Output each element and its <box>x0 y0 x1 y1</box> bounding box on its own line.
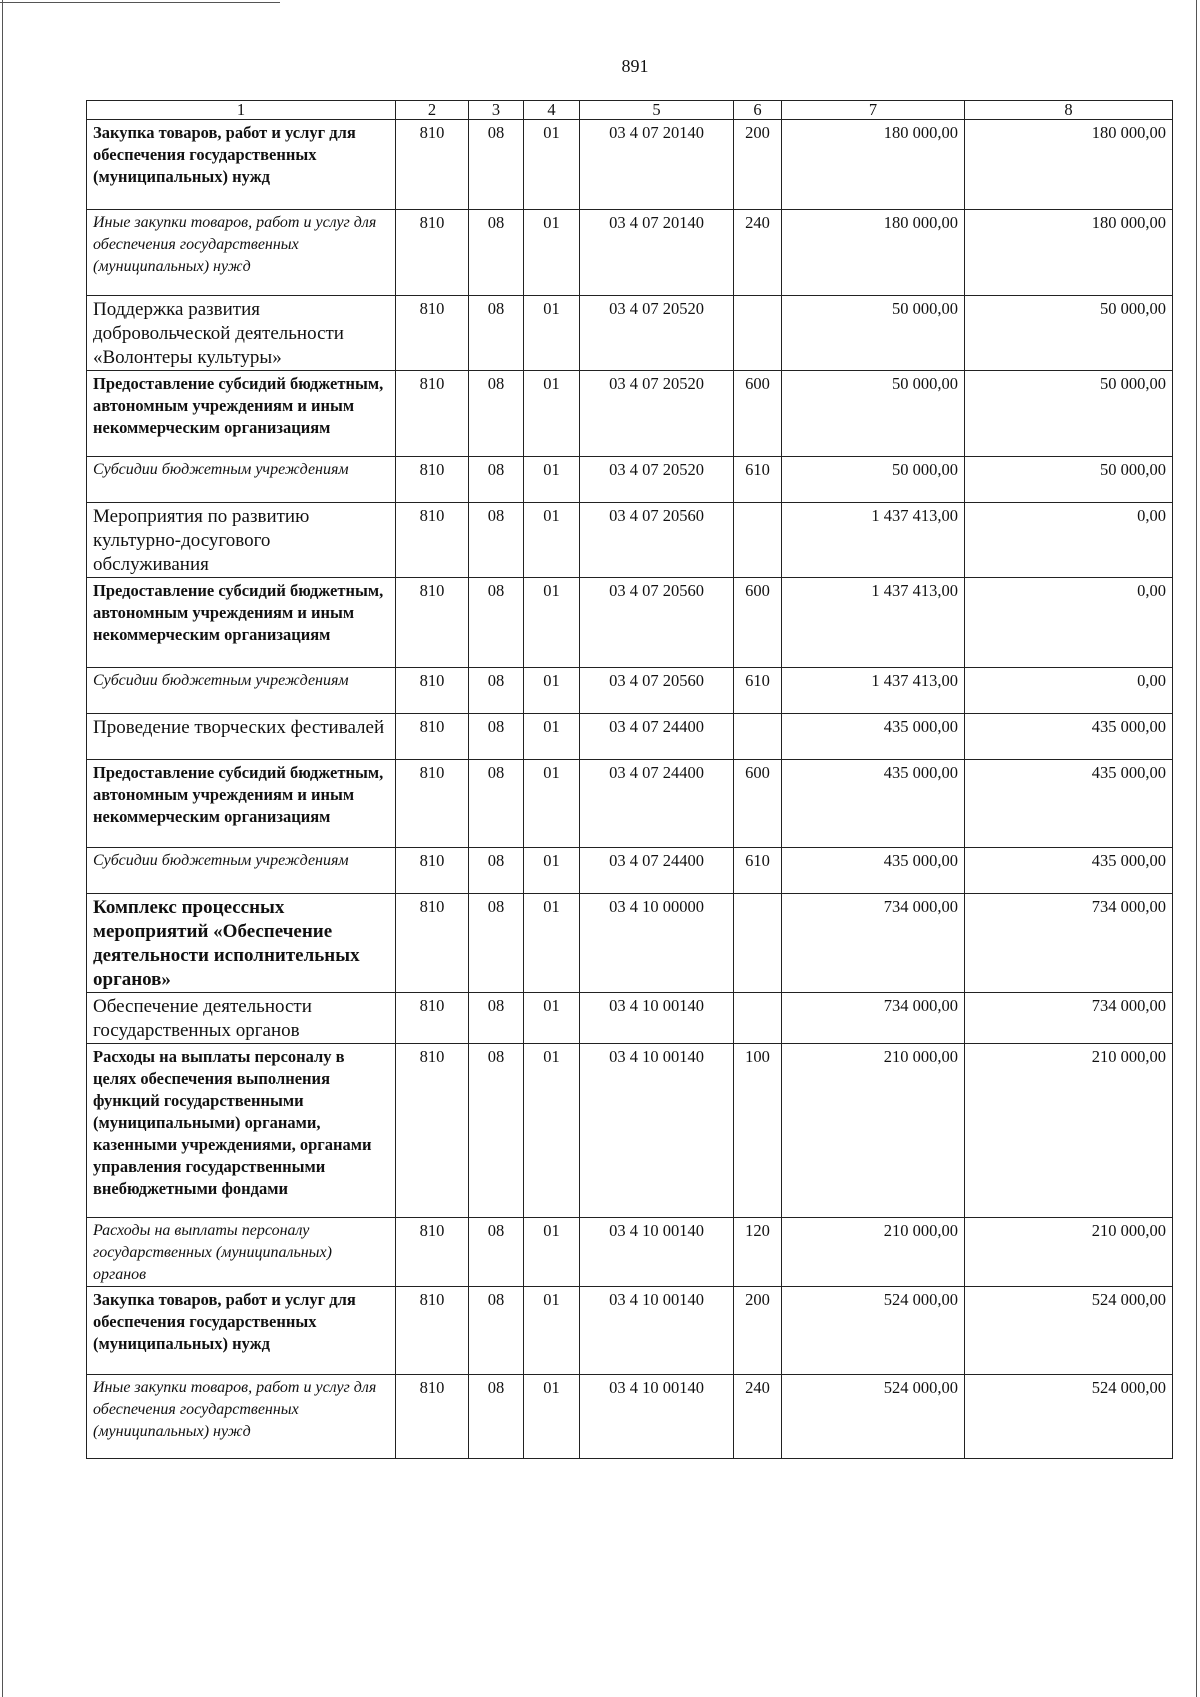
subsection-code: 01 <box>524 1218 580 1287</box>
header-cell: 7 <box>782 101 965 120</box>
ved-code: 810 <box>396 848 469 894</box>
table-row <box>87 1375 1173 1459</box>
amount-year-2: 0,00 <box>965 578 1173 668</box>
section-code: 08 <box>469 714 524 760</box>
expense-type <box>734 296 782 371</box>
table-row <box>87 296 1173 371</box>
target-article: 03 4 07 20520 <box>580 296 734 371</box>
subsection-code: 01 <box>524 371 580 457</box>
amount-year-1: 524 000,00 <box>782 1375 965 1459</box>
ved-code: 810 <box>396 993 469 1044</box>
ved-code: 810 <box>396 296 469 371</box>
subsection-code: 01 <box>524 993 580 1044</box>
expense-type: 120 <box>734 1218 782 1287</box>
ved-code: 810 <box>396 894 469 993</box>
amount-year-1: 734 000,00 <box>782 894 965 993</box>
section-code: 08 <box>469 503 524 578</box>
table-row <box>87 894 1173 993</box>
amount-year-2: 435 000,00 <box>965 760 1173 848</box>
amount-year-2: 435 000,00 <box>965 848 1173 894</box>
target-article: 03 4 10 00140 <box>580 1218 734 1287</box>
target-article: 03 4 07 20140 <box>580 120 734 210</box>
amount-year-2: 180 000,00 <box>965 210 1173 296</box>
expense-type: 600 <box>734 371 782 457</box>
row-name: Предоставление субсидий бюджетным, автономным учреждениям и иным некоммерческим организациям <box>87 760 396 848</box>
ved-code: 810 <box>396 120 469 210</box>
section-code: 08 <box>469 993 524 1044</box>
subsection-code: 01 <box>524 668 580 714</box>
subsection-code: 01 <box>524 1375 580 1459</box>
scan-edge-right <box>1196 0 1197 1697</box>
amount-year-1: 524 000,00 <box>782 1287 965 1375</box>
expense-type: 240 <box>734 210 782 296</box>
section-code: 08 <box>469 1044 524 1218</box>
target-article: 03 4 07 20520 <box>580 457 734 503</box>
expense-type: 200 <box>734 1287 782 1375</box>
amount-year-2: 0,00 <box>965 668 1173 714</box>
header-cell: 6 <box>734 101 782 120</box>
subsection-code: 01 <box>524 578 580 668</box>
row-name: Субсидии бюджетным учреждениям <box>87 457 396 503</box>
ved-code: 810 <box>396 210 469 296</box>
scan-edge-top <box>0 2 280 3</box>
row-name: Комплекс процессных мероприятий «Обеспечение деятельности исполнительных органов» <box>87 894 396 993</box>
table-row <box>87 1044 1173 1218</box>
subsection-code: 01 <box>524 894 580 993</box>
section-code: 08 <box>469 210 524 296</box>
expense-type: 610 <box>734 668 782 714</box>
section-code: 08 <box>469 457 524 503</box>
target-article: 03 4 10 00140 <box>580 993 734 1044</box>
amount-year-2: 180 000,00 <box>965 120 1173 210</box>
row-name: Иные закупки товаров, работ и услуг для обеспечения государственных (муниципальных) нужд <box>87 1375 396 1459</box>
amount-year-2: 435 000,00 <box>965 714 1173 760</box>
ved-code: 810 <box>396 714 469 760</box>
amount-year-1: 210 000,00 <box>782 1044 965 1218</box>
subsection-code: 01 <box>524 120 580 210</box>
amount-year-2: 734 000,00 <box>965 993 1173 1044</box>
section-code: 08 <box>469 578 524 668</box>
header-cell: 2 <box>396 101 469 120</box>
amount-year-2: 210 000,00 <box>965 1044 1173 1218</box>
target-article: 03 4 07 20560 <box>580 668 734 714</box>
row-name: Обеспечение деятельности государственных органов <box>87 993 396 1044</box>
expense-type: 240 <box>734 1375 782 1459</box>
section-code: 08 <box>469 120 524 210</box>
subsection-code: 01 <box>524 296 580 371</box>
amount-year-1: 435 000,00 <box>782 848 965 894</box>
row-name: Закупка товаров, работ и услуг для обеспечения государственных (муниципальных) нужд <box>87 1287 396 1375</box>
table-row <box>87 120 1173 210</box>
ved-code: 810 <box>396 1218 469 1287</box>
target-article: 03 4 07 24400 <box>580 714 734 760</box>
amount-year-1: 210 000,00 <box>782 1218 965 1287</box>
table-row <box>87 371 1173 457</box>
ved-code: 810 <box>396 371 469 457</box>
amount-year-2: 50 000,00 <box>965 457 1173 503</box>
table-row <box>87 993 1173 1044</box>
row-name: Расходы на выплаты персоналу в целях обеспечения выполнения функций государственными (муниципальными) органами, казенными учреждениями, органами управления государственными внебюджетными фондами <box>87 1044 396 1218</box>
amount-year-1: 1 437 413,00 <box>782 668 965 714</box>
target-article: 03 4 07 24400 <box>580 760 734 848</box>
section-code: 08 <box>469 1218 524 1287</box>
row-name: Иные закупки товаров, работ и услуг для обеспечения государственных (муниципальных) нужд <box>87 210 396 296</box>
table-row <box>87 714 1173 760</box>
table-row <box>87 210 1173 296</box>
row-name: Расходы на выплаты персоналу государственных (муниципальных) органов <box>87 1218 396 1287</box>
target-article: 03 4 10 00140 <box>580 1044 734 1218</box>
amount-year-2: 734 000,00 <box>965 894 1173 993</box>
table-row <box>87 578 1173 668</box>
scan-edge-left <box>2 0 3 1697</box>
target-article: 03 4 10 00140 <box>580 1287 734 1375</box>
target-article: 03 4 07 24400 <box>580 848 734 894</box>
expense-type <box>734 503 782 578</box>
target-article: 03 4 10 00000 <box>580 894 734 993</box>
amount-year-1: 1 437 413,00 <box>782 503 965 578</box>
amount-year-2: 210 000,00 <box>965 1218 1173 1287</box>
expense-type <box>734 714 782 760</box>
section-code: 08 <box>469 760 524 848</box>
target-article: 03 4 07 20520 <box>580 371 734 457</box>
subsection-code: 01 <box>524 210 580 296</box>
row-name: Предоставление субсидий бюджетным, автономным учреждениям и иным некоммерческим организациям <box>87 371 396 457</box>
header-cell: 8 <box>965 101 1173 120</box>
ved-code: 810 <box>396 1044 469 1218</box>
header-cell: 5 <box>580 101 734 120</box>
subsection-code: 01 <box>524 760 580 848</box>
amount-year-1: 50 000,00 <box>782 457 965 503</box>
subsection-code: 01 <box>524 1044 580 1218</box>
expense-type: 610 <box>734 848 782 894</box>
row-name: Проведение творческих фестивалей <box>87 714 396 760</box>
table-row <box>87 1287 1173 1375</box>
section-code: 08 <box>469 371 524 457</box>
row-name: Предоставление субсидий бюджетным, автономным учреждениям и иным некоммерческим организациям <box>87 578 396 668</box>
target-article: 03 4 07 20560 <box>580 503 734 578</box>
header-cell: 3 <box>469 101 524 120</box>
amount-year-2: 50 000,00 <box>965 296 1173 371</box>
section-code: 08 <box>469 1287 524 1375</box>
ved-code: 810 <box>396 1287 469 1375</box>
budget-table <box>86 100 1173 1459</box>
expense-type: 600 <box>734 760 782 848</box>
section-code: 08 <box>469 668 524 714</box>
section-code: 08 <box>469 848 524 894</box>
header-cell: 4 <box>524 101 580 120</box>
section-code: 08 <box>469 894 524 993</box>
expense-type <box>734 993 782 1044</box>
target-article: 03 4 07 20140 <box>580 210 734 296</box>
table-row <box>87 457 1173 503</box>
amount-year-1: 180 000,00 <box>782 210 965 296</box>
header-cell: 1 <box>87 101 396 120</box>
ved-code: 810 <box>396 760 469 848</box>
ved-code: 810 <box>396 457 469 503</box>
amount-year-2: 50 000,00 <box>965 371 1173 457</box>
subsection-code: 01 <box>524 714 580 760</box>
section-code: 08 <box>469 1375 524 1459</box>
amount-year-1: 50 000,00 <box>782 371 965 457</box>
table-row <box>87 1218 1173 1287</box>
amount-year-1: 435 000,00 <box>782 714 965 760</box>
ved-code: 810 <box>396 1375 469 1459</box>
expense-type: 200 <box>734 120 782 210</box>
expense-type <box>734 894 782 993</box>
subsection-code: 01 <box>524 503 580 578</box>
amount-year-1: 50 000,00 <box>782 296 965 371</box>
amount-year-1: 734 000,00 <box>782 993 965 1044</box>
ved-code: 810 <box>396 578 469 668</box>
row-name: Субсидии бюджетным учреждениям <box>87 668 396 714</box>
row-name: Мероприятия по развитию культурно-досугового обслуживания <box>87 503 396 578</box>
row-name: Поддержка развития добровольческой деятельности «Волонтеры культуры» <box>87 296 396 371</box>
subsection-code: 01 <box>524 457 580 503</box>
expense-type: 600 <box>734 578 782 668</box>
amount-year-2: 524 000,00 <box>965 1375 1173 1459</box>
table-row <box>87 668 1173 714</box>
section-code: 08 <box>469 296 524 371</box>
amount-year-1: 180 000,00 <box>782 120 965 210</box>
expense-type: 100 <box>734 1044 782 1218</box>
amount-year-1: 1 437 413,00 <box>782 578 965 668</box>
target-article: 03 4 10 00140 <box>580 1375 734 1459</box>
row-name: Субсидии бюджетным учреждениям <box>87 848 396 894</box>
table-row <box>87 848 1173 894</box>
subsection-code: 01 <box>524 1287 580 1375</box>
amount-year-2: 0,00 <box>965 503 1173 578</box>
expense-type: 610 <box>734 457 782 503</box>
ved-code: 810 <box>396 668 469 714</box>
header-row <box>87 101 1173 120</box>
table-row <box>87 503 1173 578</box>
page-number: 891 <box>621 56 649 76</box>
ved-code: 810 <box>396 503 469 578</box>
amount-year-2: 524 000,00 <box>965 1287 1173 1375</box>
row-name: Закупка товаров, работ и услуг для обеспечения государственных (муниципальных) нужд <box>87 120 396 210</box>
amount-year-1: 435 000,00 <box>782 760 965 848</box>
table-row <box>87 760 1173 848</box>
subsection-code: 01 <box>524 848 580 894</box>
target-article: 03 4 07 20560 <box>580 578 734 668</box>
